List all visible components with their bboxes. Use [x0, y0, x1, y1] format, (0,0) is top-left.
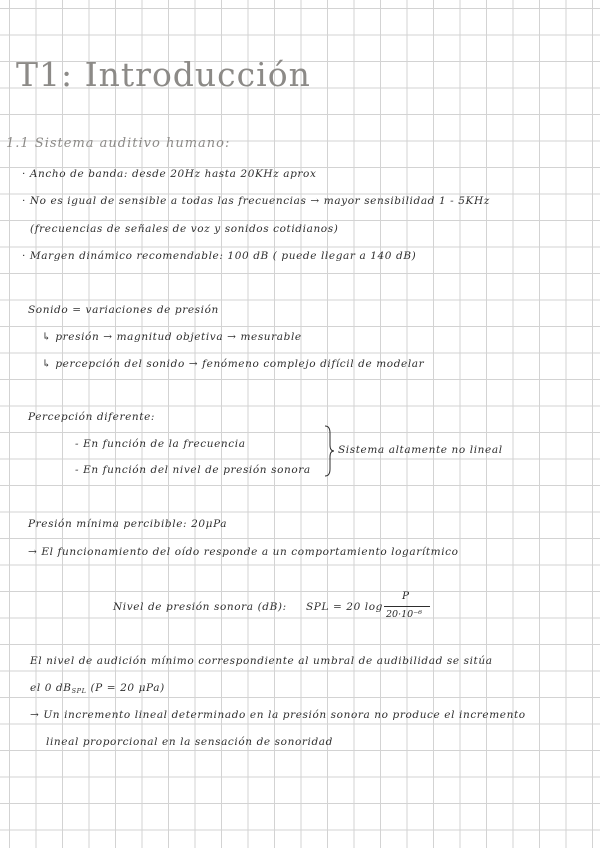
sonido-percepcion: ↳ percepción del sonido → fenómeno complejo difícil de modelar	[42, 358, 425, 370]
sonido-presion: ↳ presión → magnitud objetiva → mesurable	[42, 331, 302, 343]
percepcion-item-nivel: - En función del nivel de presión sonora	[75, 464, 311, 476]
umbral-value: el 0 dB	[30, 682, 72, 694]
percepcion-heading: Percepción diferente:	[28, 411, 156, 423]
formula-denominator: 20·10⁻⁶	[386, 609, 423, 620]
umbral-line1: El nivel de audición mínimo correspondiente al umbral de audibilidad se sitúa	[30, 655, 493, 667]
umbral-line4: lineal proporcional en la sensación de sonoridad	[46, 736, 333, 748]
umbral-line2	[30, 682, 165, 695]
bullet-sensitivity: · No es igual de sensible a todas las frecuencias → mayor sensibilidad 1 - 5KHz	[22, 195, 490, 207]
umbral-subscript: SPL	[71, 687, 87, 695]
presion-logaritmico: → El funcionamiento del oído responde a un comportamiento logarítmico	[28, 546, 459, 558]
fraction-bar	[384, 606, 430, 607]
formula-numerator: P	[402, 590, 410, 602]
bullet-dynamic-range: · Margen dinámico recomendable: 100 dB ( puede llegar a 140 dB)	[22, 250, 417, 262]
sonido-definition: Sonido = variaciones de presión	[28, 304, 219, 316]
bullet-sensitivity-note: (frecuencias de señales de voz y sonidos cotidianos)	[30, 223, 339, 235]
umbral-line3: → Un incremento lineal determinado en la presión sonora no produce el incremento	[30, 709, 526, 721]
section-heading: 1.1 Sistema auditivo humano:	[6, 136, 231, 151]
formula-lhs: SPL = 20 log	[306, 601, 384, 613]
bullet-bandwidth: · Ancho de banda: desde 20Hz hasta 20KHz aprox	[22, 168, 317, 180]
page-title: T1: Introducción	[16, 55, 311, 94]
curly-brace-icon	[323, 425, 335, 477]
presion-minima: Presión mínima percibible: 20μPa	[28, 518, 228, 530]
umbral-pressure: (P = 20 μPa)	[90, 682, 165, 694]
percepcion-result: Sistema altamente no lineal	[338, 444, 503, 456]
percepcion-item-frecuencia: - En función de la frecuencia	[75, 438, 246, 450]
formula-label: Nivel de presión sonora (dB):	[113, 601, 287, 613]
